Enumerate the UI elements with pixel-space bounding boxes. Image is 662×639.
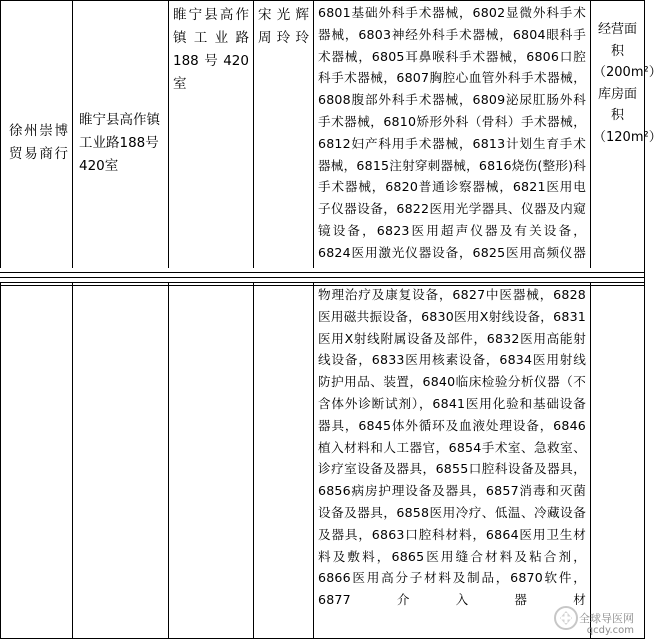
empty-cell — [73, 283, 169, 639]
watermark — [579, 613, 634, 637]
page-break — [0, 268, 644, 282]
company-name-cell: 徐州崇博贸易商行 — [1, 1, 73, 286]
empty-cell — [1, 283, 73, 639]
warehouse-address-cell: 睢宁县高作镇工业路188号420室 — [169, 1, 254, 286]
area-cell: 经营面积（200m²）库房面积（120m²） — [591, 1, 645, 286]
table-row — [1, 1, 645, 286]
address-cell: 睢宁县高作镇工业路188号420室 — [73, 1, 169, 286]
table-row — [1, 283, 645, 639]
license-table-part-2 — [0, 282, 645, 639]
business-scope-cell: 物理治疗及康复设备，6827中医器械，6828医用磁共振设备，6830医用X射线设备，6831医用X射线附属设备及部件，6832医用高能射线设备，6833医用核素设备，6834医用射线防护用品、装置，6840临床检验分析仪器（不含体外诊断试剂），6841医用化验和基础设备器具，6845体外循环及血液处理设备，6846植入材料和人工器官，6854手术室、急救室、诊疗室设备及器具，6855口腔科设备及器具，6856病房护理设备及器具，6857消毒和灭菌设备及器具，6858医用冷疗、低温、冷藏设备及器具，6863口腔科材料，6864医用卫生材料及敷料，6865医用缝合材料及粘合剂，6866医用高分子材料及制品，6870软件，6877介入器材 — [314, 283, 591, 639]
license-table-part-1 — [0, 0, 662, 286]
watermark-text: 全球导医网 — [579, 612, 634, 625]
watermark-domain: qcdy.com — [586, 625, 634, 636]
responsible-persons-cell: 宋光辉周玲玲 — [254, 1, 314, 286]
divider — [0, 277, 644, 278]
business-scope-cell: 6801基础外科手术器械，6802显微外科手术器械，6803神经外科手术器械，6804眼科手术器械，6805耳鼻喉科手术器械，6806口腔科手术器械，6807胸腔心血管外科手术器械，6808腹部外科手术器械，6809泌尿肛肠外科手术器械，6810矫形外科（骨科）手术器械，6812妇产科用手术器械，6813计划生育手术器械，6815注射穿刺器械，6816烧伤(整形)科手术器械，6820普通诊察器械，6821医用电子仪器设备，6822医用光学器具、仪器及内窥镜设备，6823医用超声仪器及有关设备，6824医用激光仪器设备，6825医用高频仪器 — [314, 1, 591, 286]
empty-cell — [254, 283, 314, 639]
empty-cell — [591, 283, 645, 639]
empty-cell — [169, 283, 254, 639]
divider — [0, 272, 644, 273]
